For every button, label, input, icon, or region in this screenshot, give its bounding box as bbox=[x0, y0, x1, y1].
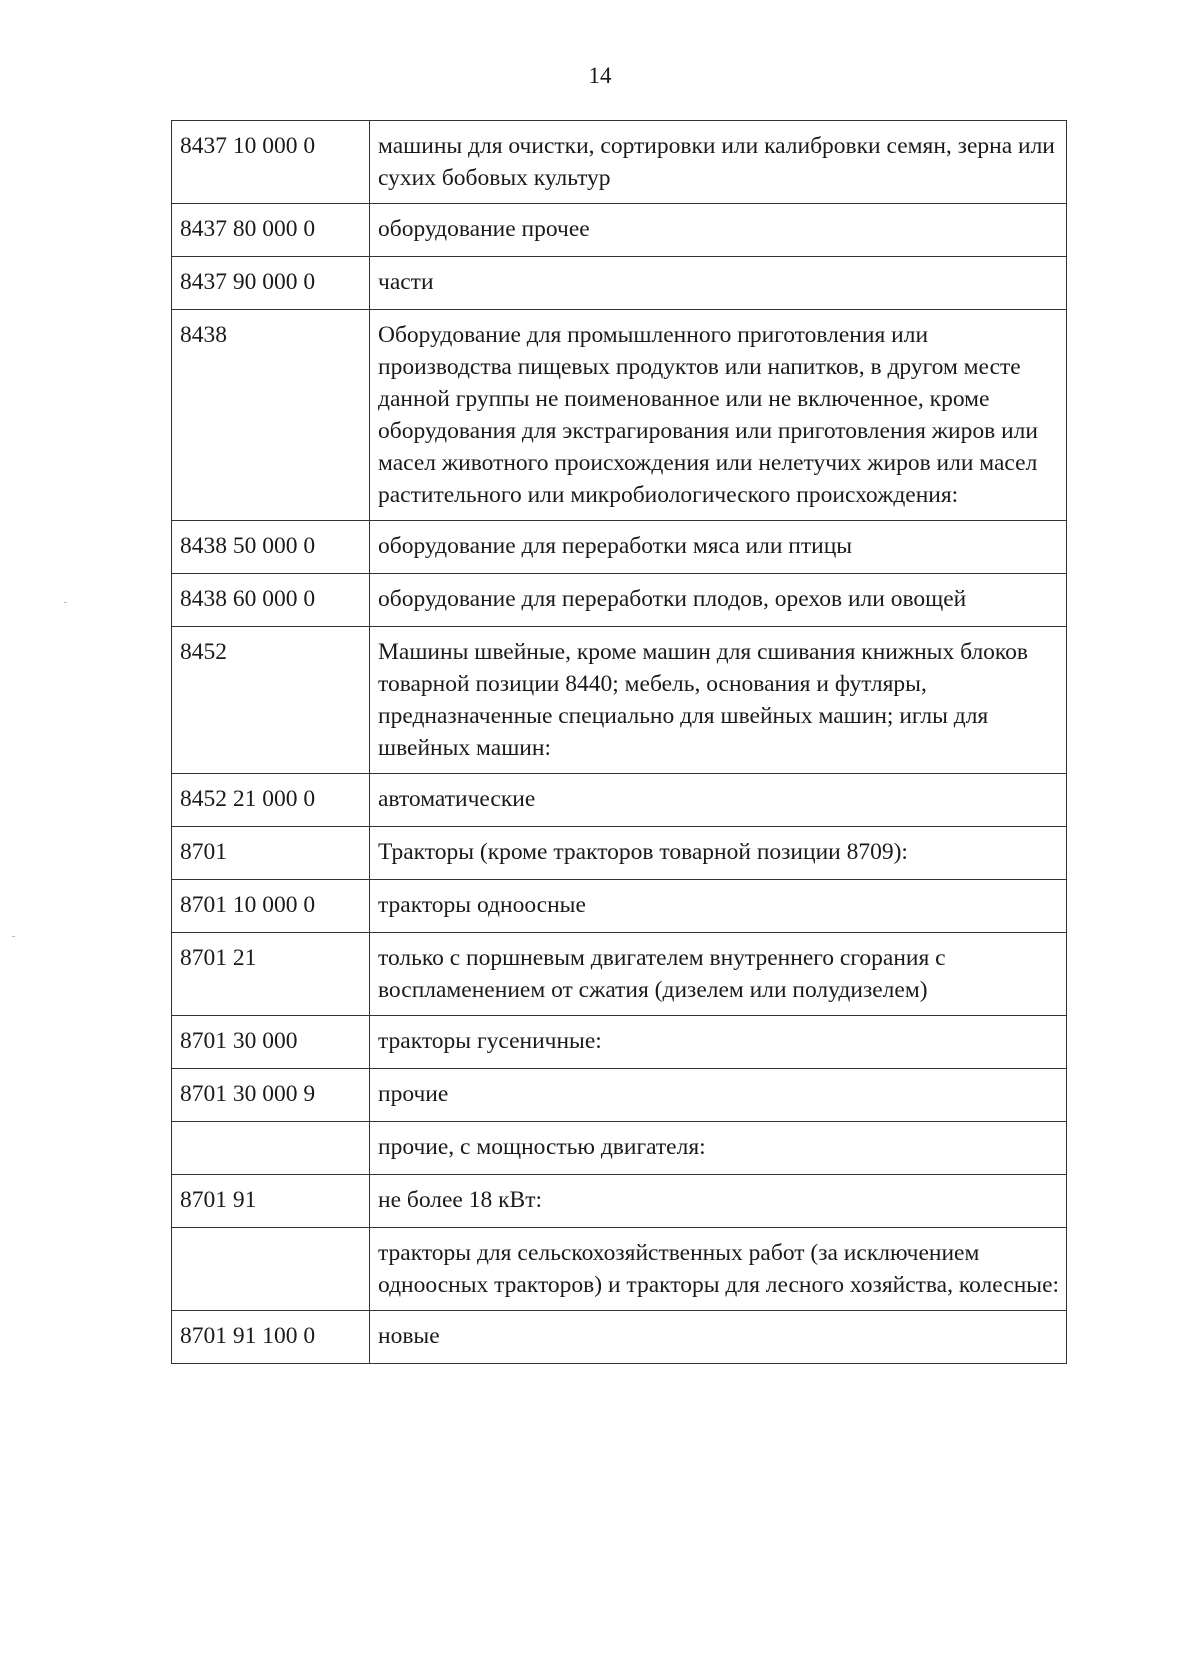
table-row bbox=[172, 574, 1067, 627]
table-row bbox=[172, 774, 1067, 827]
code-cell: 8437 10 000 0 bbox=[172, 121, 370, 204]
description-cell: Оборудование для промышленного приготовления или производства пищевых продуктов или напитков, в другом месте данной группы не поименованное или не включенное, кроме оборудования для экстрагирования или приготовления жиров или масел животного происхождения или нелетучих жиров или масел растительного или микробиологического происхождения: bbox=[370, 310, 1067, 521]
table-row bbox=[172, 1311, 1067, 1364]
code-cell: 8452 21 000 0 bbox=[172, 774, 370, 827]
code-cell bbox=[172, 1228, 370, 1311]
code-cell bbox=[172, 1122, 370, 1175]
table-row bbox=[172, 627, 1067, 774]
page-number: 14 bbox=[588, 63, 612, 88]
code-cell: 8701 91 bbox=[172, 1175, 370, 1228]
table-row bbox=[172, 880, 1067, 933]
table-row bbox=[172, 1175, 1067, 1228]
code-cell: 8438 60 000 0 bbox=[172, 574, 370, 627]
description-cell: не более 18 кВт: bbox=[370, 1175, 1067, 1228]
table-row bbox=[172, 204, 1067, 257]
description-cell: оборудование для переработки мяса или птицы bbox=[370, 521, 1067, 574]
scan-mark bbox=[12, 936, 15, 937]
description-cell: оборудование для переработки плодов, орехов или овощей bbox=[370, 574, 1067, 627]
table-row bbox=[172, 1122, 1067, 1175]
description-cell: прочие bbox=[370, 1069, 1067, 1122]
description-cell: части bbox=[370, 257, 1067, 310]
description-cell: тракторы одноосные bbox=[370, 880, 1067, 933]
code-cell: 8701 91 100 0 bbox=[172, 1311, 370, 1364]
code-cell: 8438 50 000 0 bbox=[172, 521, 370, 574]
description-cell: Машины швейные, кроме машин для сшивания книжных блоков товарной позиции 8440; мебель, основания и футляры, предназначенные специально для швейных машин; иглы для швейных машин: bbox=[370, 627, 1067, 774]
code-cell: 8701 21 bbox=[172, 933, 370, 1016]
description-cell: прочие, с мощностью двигателя: bbox=[370, 1122, 1067, 1175]
description-cell: только с поршневым двигателем внутреннего сгорания с воспламенением от сжатия (дизелем или полудизелем) bbox=[370, 933, 1067, 1016]
description-cell: новые bbox=[370, 1311, 1067, 1364]
description-cell: оборудование прочее bbox=[370, 204, 1067, 257]
code-cell: 8452 bbox=[172, 627, 370, 774]
code-cell: 8701 30 000 9 bbox=[172, 1069, 370, 1122]
description-cell: автоматические bbox=[370, 774, 1067, 827]
table-row bbox=[172, 310, 1067, 521]
code-cell: 8701 bbox=[172, 827, 370, 880]
scan-mark bbox=[64, 602, 67, 603]
description-cell: Тракторы (кроме тракторов товарной позиции 8709): bbox=[370, 827, 1067, 880]
code-cell: 8438 bbox=[172, 310, 370, 521]
tariff-code-table bbox=[171, 120, 1067, 1364]
table-row bbox=[172, 1228, 1067, 1311]
table-row bbox=[172, 1069, 1067, 1122]
code-cell: 8701 30 000 bbox=[172, 1016, 370, 1069]
description-cell: тракторы для сельскохозяйственных работ (за исключением одноосных тракторов) и тракторы для лесного хозяйства, колесные: bbox=[370, 1228, 1067, 1311]
description-cell: тракторы гусеничные: bbox=[370, 1016, 1067, 1069]
table-row bbox=[172, 1016, 1067, 1069]
table-row bbox=[172, 521, 1067, 574]
table-row bbox=[172, 121, 1067, 204]
table-row bbox=[172, 933, 1067, 1016]
code-cell: 8437 80 000 0 bbox=[172, 204, 370, 257]
table-row bbox=[172, 827, 1067, 880]
code-cell: 8701 10 000 0 bbox=[172, 880, 370, 933]
code-cell: 8437 90 000 0 bbox=[172, 257, 370, 310]
description-cell: машины для очистки, сортировки или калибровки семян, зерна или сухих бобовых культур bbox=[370, 121, 1067, 204]
table-row bbox=[172, 257, 1067, 310]
